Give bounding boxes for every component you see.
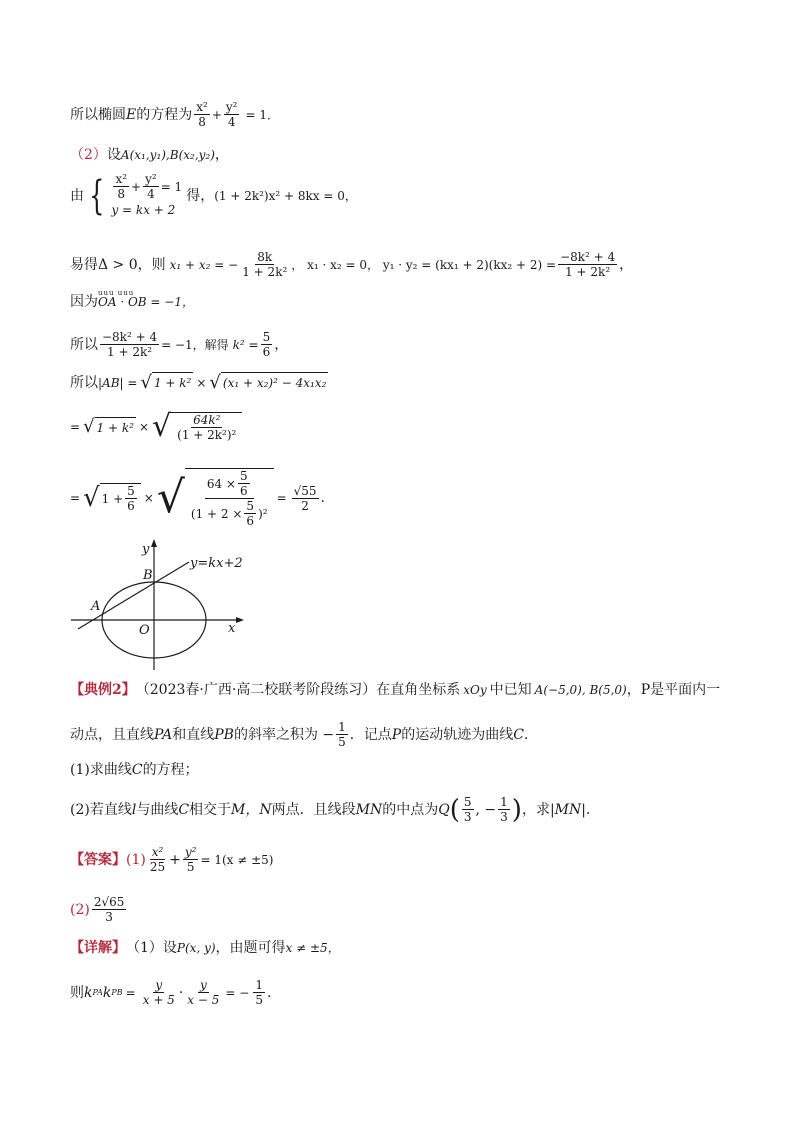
question-1: (1)求曲线 C 的方程； <box>70 762 199 778</box>
x-axis-arrow <box>236 617 244 623</box>
line-ellipse-equation: 所以椭圆 E 的方程为 $\frac{\text{x²}}{8}$ + $\frac{\text{y²}}{4}$ = 1． <box>70 100 279 129</box>
detail-line1: 【详解】 （1）设 P(x, y) ，由题可得 x ≠ ±5， <box>70 940 340 956</box>
label-a: A <box>91 599 101 614</box>
fraction: $\frac{\text{x²}}{8}$ <box>196 100 208 129</box>
text: 的方程为 <box>136 106 193 123</box>
label-x: x <box>228 621 236 636</box>
ellipse-figure <box>66 535 256 675</box>
label-line: y=kx+2 <box>190 556 243 571</box>
label-b: B <box>143 568 153 583</box>
line-ab-step2: = √ 1 + k² × √ $\frac{\text{64k²}}{\text{(1 + 2k²)²}}$ <box>70 412 242 442</box>
line-vieta: 易得Δ > 0，则 x₁ + x₂ = − $\frac{8k}{\text{1 + 2k²}}$ ， x₁ · x₂ = 0， y₁ · y₂ = (kx₁ + 2)(kx₂ + 2) = $\frac{\text{−8k² + 4}}{\text{1 + 2k²}}$ ， <box>70 250 634 279</box>
line-ab-step3: = √ 1 + $\frac{5}{6}$ × √ 64 × $\frac{5}{6}$ (1 + 2 × $\frac{5}{6}$ )² = $\frac{√55}{2}$ . <box>70 469 325 528</box>
line-set-points: （2） 设 A(x₁,y₁),B(x₂,y₂) ， <box>70 147 229 163</box>
answer-line1: 【答案】 (1) $\frac{\text{x²}}{25}$ + $\frac{\text{y²}}{5}$ = 1(x ≠ ±5) <box>70 845 274 874</box>
example2-line1: 【典例2】 （2023春·广西·高二校联考阶段练习） 在直角坐标系 xOy 中已知 A(−5,0), B(5,0) ，P是平面内一 <box>70 682 721 698</box>
line-kx2 <box>78 562 189 629</box>
label-y: y <box>142 542 150 557</box>
line-ab-length: 所以 |AB| = √ 1 + k² × √ (x₁ + x₂)² − 4x₁x₂ <box>70 371 327 393</box>
line-dot-product: 因为 uuu uuu OA · OB = −1， <box>70 289 194 310</box>
answer-line2: (2) $\frac{2√65}{3}$ <box>70 895 125 924</box>
text: 所以椭圆 <box>70 106 126 123</box>
label-o: O <box>139 623 150 638</box>
example2-line2: 动点，且直线 PA 和直线 PB 的斜率之积为 − $\frac{1}{5}$ ．记点 P 的运动轨迹为曲线 C ． <box>70 720 538 749</box>
var-e: E <box>126 106 137 123</box>
fraction: $\frac{\text{y²}}{4}$ <box>225 100 238 129</box>
part-label: （2） <box>70 147 107 163</box>
line-system: 由 { $\frac{\text{x²}}{8}$ + $\frac{\text{y²}}{4}$ = 1 y = kx + 2 得， (1 + 2k²)x² + 8kx = 0， <box>70 172 357 219</box>
line-solve-k: 所以 $\frac{\text{−8k² + 4}}{\text{1 + 2k²}}$ = −1，解得 k² = $\frac{5}{6}$ ， <box>70 330 289 359</box>
y-axis-arrow <box>151 539 157 547</box>
detail-line2: 则 k PA k PB = $\frac{y}{x + 5}$ · $\frac{y}{x - 5}$ = − $\frac{1}{5}$ . <box>70 978 272 1007</box>
equation-system: { $\frac{\text{x²}}{8}$ + $\frac{\text{y²}}{4}$ = 1 y = kx + 2 <box>89 172 183 219</box>
question-2: (2)若直线 l 与曲线 C 相交于 M，N 两点．且线段 MN 的中点为 Q ( $\frac{5}{3}$ , − $\frac{1}{3}$ ) ，求| MN |． <box>70 794 600 825</box>
